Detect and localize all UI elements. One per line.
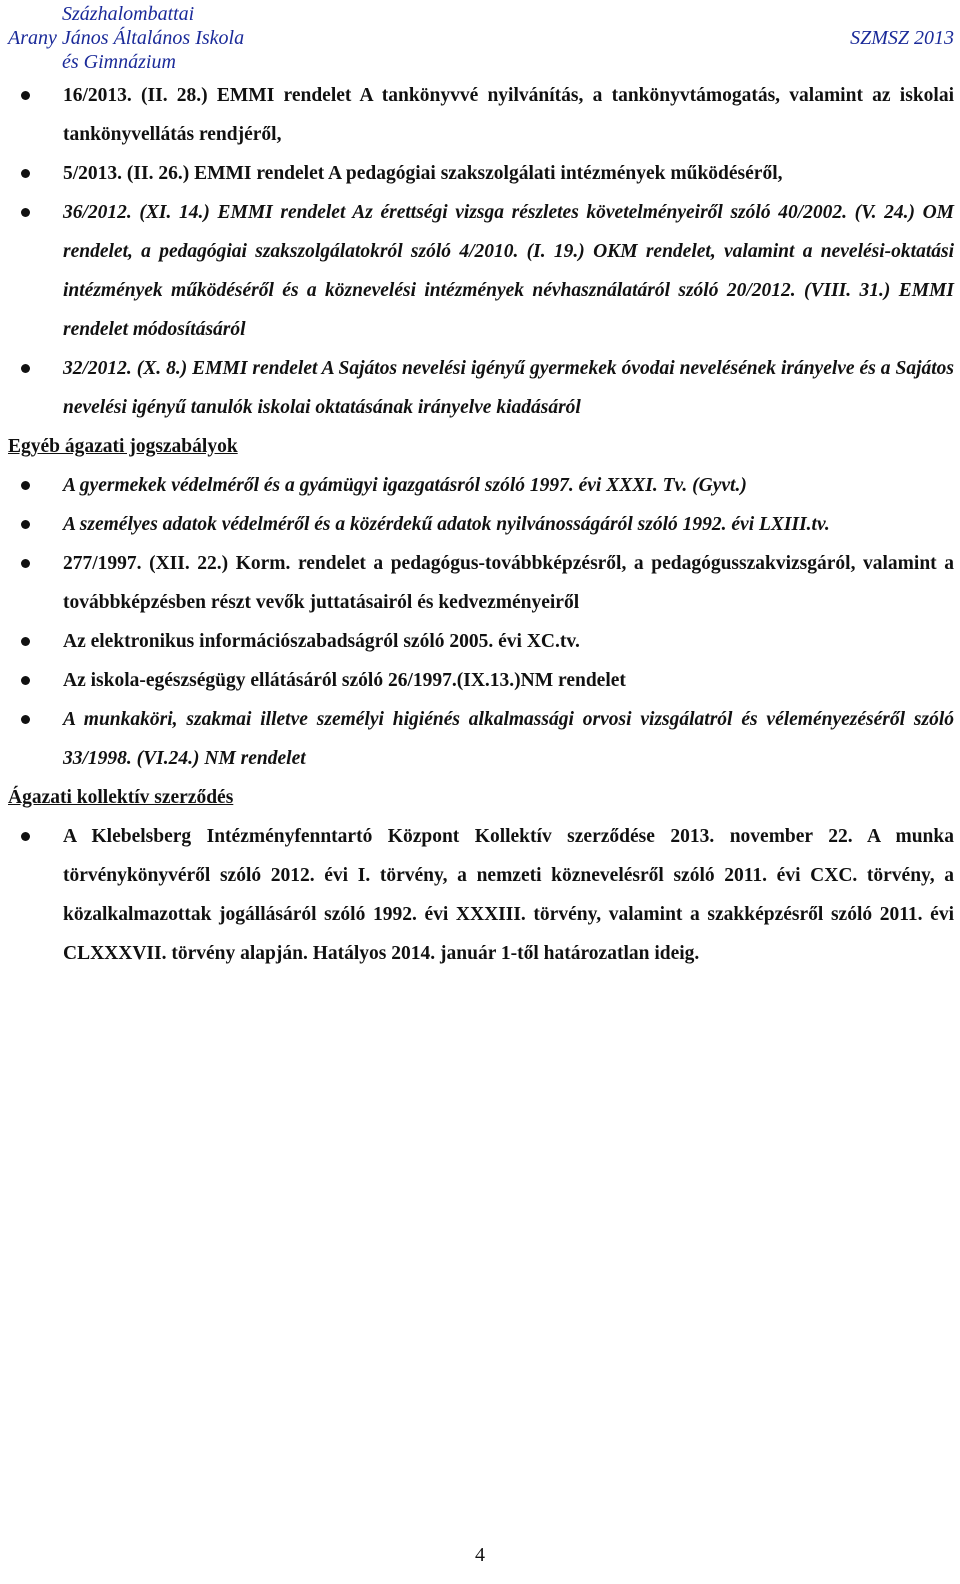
page-header bbox=[8, 2, 954, 74]
list-item-text: A személyes adatok védelméről és a közérdekű adatok nyilvánosságáról szóló 1992. évi LXIII.tv. bbox=[63, 514, 830, 535]
header-school-type: és Gimnázium bbox=[62, 51, 176, 73]
bullet-icon bbox=[21, 169, 30, 178]
section-heading-collective-agreement: Ágazati kollektív szerződés bbox=[8, 787, 234, 808]
bullet-icon bbox=[21, 481, 30, 490]
list-item bbox=[8, 505, 954, 544]
header-school-name: Arany János Általános Iskola bbox=[8, 27, 245, 49]
bullet-icon bbox=[21, 559, 30, 568]
bullet-icon bbox=[21, 91, 30, 100]
list-item bbox=[8, 76, 954, 154]
list-item-text: 5/2013. (II. 26.) EMMI rendelet A pedagógiai szakszolgálati intézmények működéséről, bbox=[63, 163, 783, 184]
bullet-icon bbox=[21, 832, 30, 841]
list-item-text: A Klebelsberg Intézményfenntartó Központ Kollektív szerződése 2013. november 22. A munka törvénykönyvéről szóló 2012. évi I. törvény, a nemzeti köznevelésről szóló 2011. évi CXC. törvény, a közalkalmazottak jogállásáról szóló 1992. évi XXXIII. törvény, valamint a szakképzésről szóló 2011. évi CLXXXVII. törvény alapján. Hatályos 2014. január 1-től határozatlan ideig. bbox=[63, 826, 954, 964]
list-item bbox=[8, 466, 954, 505]
page-number: 4 bbox=[475, 1544, 485, 1566]
list-item-text: 32/2012. (X. 8.) EMMI rendelet A Sajátos nevelési igényű gyermekek óvodai nevelésének irányelve és a Sajátos nevelési igényű tanulók iskolai oktatásának irányelve kiadásáról bbox=[63, 358, 954, 418]
list-item-text: A munkaköri, szakmai illetve személyi higiénés alkalmassági orvosi vizsgálatról és véleményezéséről szóló 33/1998. (VI.24.) NM rendelet bbox=[63, 709, 954, 769]
bullet-icon bbox=[21, 364, 30, 373]
other-laws-list bbox=[8, 466, 954, 778]
list-item bbox=[8, 661, 954, 700]
list-item-text: 277/1997. (XII. 22.) Korm. rendelet a pedagógus-továbbképzésről, a pedagógusszakvizsgáról, valamint a továbbképzésben részt vevők juttatásairól és kedvezményeiről bbox=[63, 553, 954, 613]
document-body bbox=[8, 74, 954, 973]
list-item-text: Az iskola-egészségügy ellátásáról szóló 26/1997.(IX.13.)NM rendelet bbox=[63, 670, 626, 691]
bullet-icon bbox=[21, 208, 30, 217]
bullet-icon bbox=[21, 676, 30, 685]
list-item bbox=[8, 349, 954, 427]
list-item-text: 36/2012. (XI. 14.) EMMI rendelet Az érettségi vizsga részletes követelményeiről szóló 40/2002. (V. 24.) OM rendelet, a pedagógiai szakszolgálatokról szóló 4/2010. (I. 19.) OKM rendelet, valamint a nevelési-oktatási intézmények működéséről és a köznevelési intézmények névhasználatáról szóló 20/2012. (VIII. 31.) EMMI rendelet módosításáról bbox=[63, 202, 954, 340]
section-heading-other-laws: Egyéb ágazati jogszabályok bbox=[8, 436, 238, 457]
list-item bbox=[8, 622, 954, 661]
list-item-text: 16/2013. (II. 28.) EMMI rendelet A tankönyvvé nyilvánítás, a tankönyvtámogatás, valamint az iskolai tankönyvellátás rendjéről, bbox=[63, 85, 954, 145]
list-item bbox=[8, 544, 954, 622]
bullet-icon bbox=[21, 520, 30, 529]
header-town: Százhalombattai bbox=[62, 3, 195, 25]
list-item bbox=[8, 154, 954, 193]
collective-agreement-list bbox=[8, 817, 954, 973]
bullet-icon bbox=[21, 637, 30, 646]
list-item bbox=[8, 700, 954, 778]
regulation-list bbox=[8, 76, 954, 427]
header-document-code: SZMSZ 2013 bbox=[850, 27, 954, 49]
list-item bbox=[8, 817, 954, 973]
list-item-text: A gyermekek védelméről és a gyámügyi igazgatásról szóló 1997. évi XXXI. Tv. (Gyvt.) bbox=[63, 475, 747, 496]
list-item bbox=[8, 193, 954, 349]
list-item-text: Az elektronikus információszabadságról szóló 2005. évi XC.tv. bbox=[63, 631, 580, 652]
bullet-icon bbox=[21, 715, 30, 724]
